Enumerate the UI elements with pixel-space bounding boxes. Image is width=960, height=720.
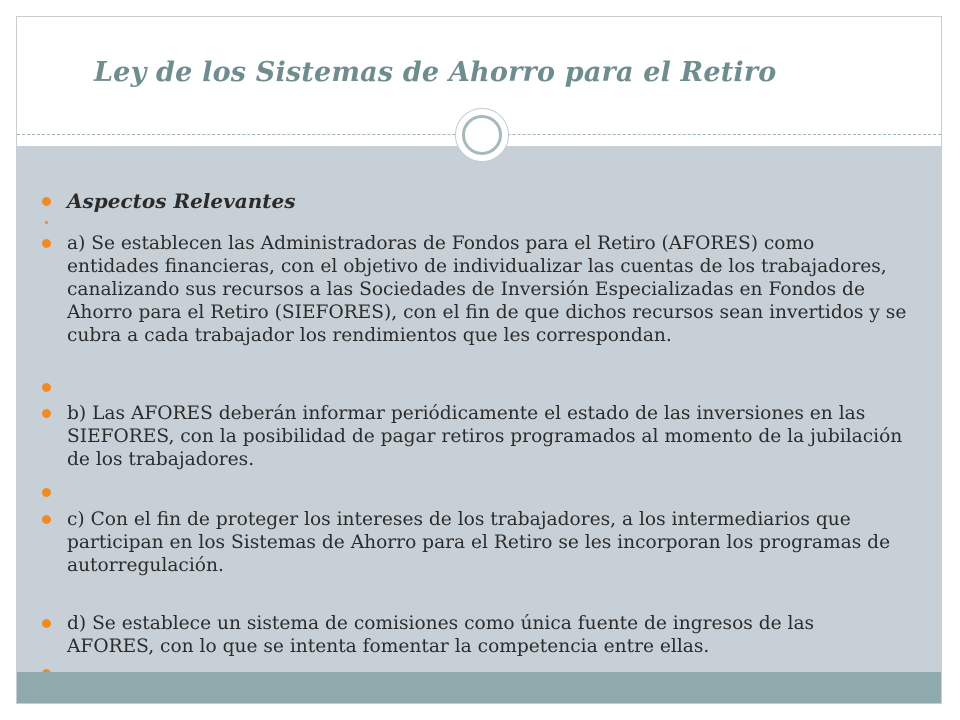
bullet-dot-icon — [42, 488, 51, 497]
section-heading: Aspectos Relevantes — [67, 189, 296, 213]
bullet-dot-icon — [42, 619, 51, 628]
bullet-dot-icon — [45, 221, 48, 224]
bullet-c — [67, 508, 907, 577]
footer-band — [17, 672, 941, 704]
bullet-a-text: a) Se establecen las Administradoras de Fondos para el Retiro (AFORES) como entidades financieras, con el objetivo de individualizar las cuentas de los trabajadores, canalizando sus recursos a las Sociedades de Inversión Especializadas en Fondos de Ahorro para el Retiro (SIEFORES), con el fin de que dichos recursos sean invertidos y se cubra a cada trabajador los rendimientos que les correspondan. — [67, 233, 907, 346]
bullet-dot-icon — [42, 383, 51, 392]
bullet-d — [67, 612, 907, 658]
bullet-heading — [67, 190, 907, 214]
ring-inner — [462, 115, 502, 155]
bullet-a — [67, 232, 907, 347]
bullet-b-text: b) Las AFORES deberán informar periódicamente el estado de las inversiones en las SIEFORES, con la posibilidad de pagar retiros programados al momento de la jubilación de los trabajadores. — [67, 403, 903, 470]
bullet-dot-icon — [42, 515, 51, 524]
slide — [16, 16, 942, 704]
bullet-dot-icon — [42, 409, 51, 418]
slide-title: Ley de los Sistemas de Ahorro para el Retiro — [94, 57, 777, 88]
bullet-dot-icon — [42, 197, 51, 206]
decorative-ring-icon — [455, 108, 509, 162]
content-area — [17, 146, 941, 672]
bullet-d-text: d) Se establece un sistema de comisiones como única fuente de ingresos de las AFORES, con lo que se intenta fomentar la competencia entre ellas. — [67, 613, 815, 657]
bullet-dot-icon — [42, 239, 51, 248]
bullet-c-text: c) Con el fin de proteger los intereses de los trabajadores, a los intermediarios que participan en los Sistemas de Ahorro para el Retiro se les incorporan los programas de autorregulación. — [67, 509, 891, 576]
bullet-b — [67, 402, 907, 471]
